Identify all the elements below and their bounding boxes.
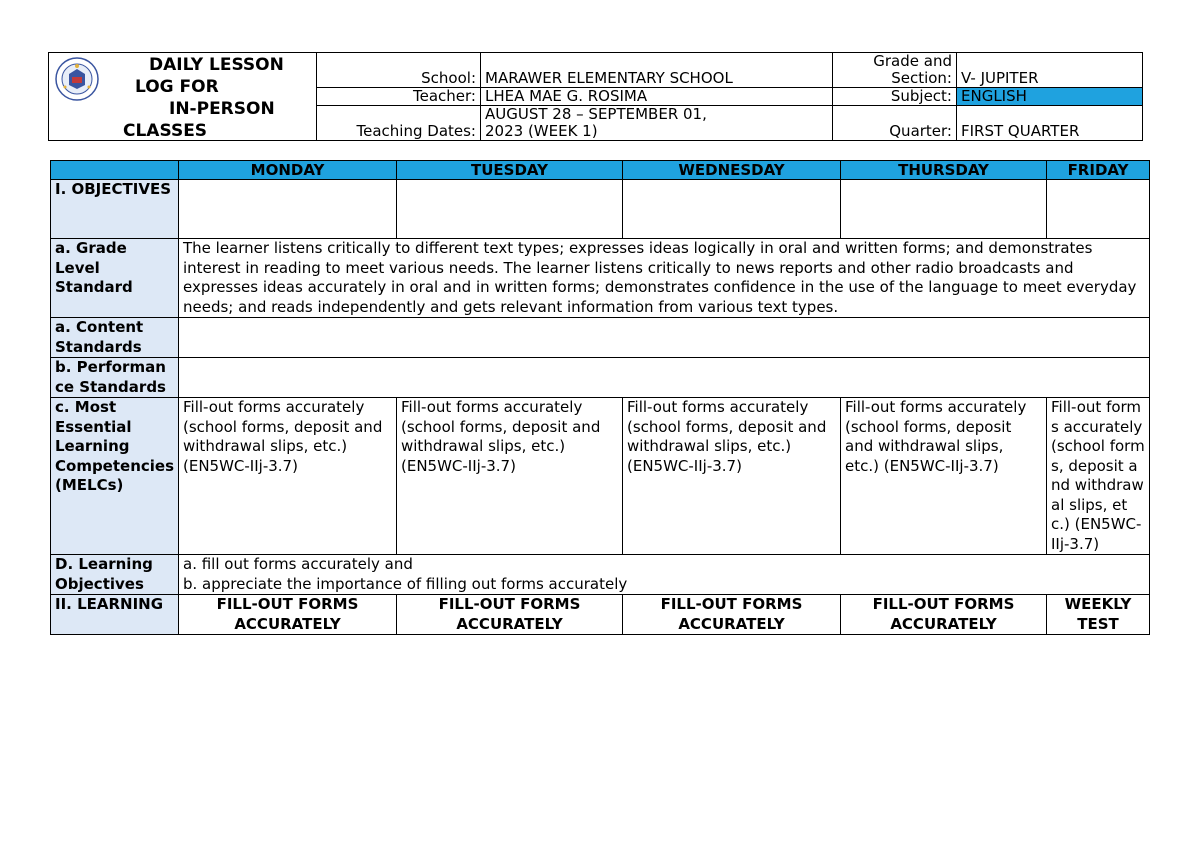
objective-cell	[179, 180, 397, 239]
objective-cell	[623, 180, 841, 239]
teacher-label: Teacher:	[317, 88, 481, 106]
school-label	[317, 53, 481, 71]
table-row	[51, 180, 1150, 239]
grade-value: V- JUPITER	[957, 70, 1143, 88]
table-row	[51, 358, 1150, 398]
document-title: DAILY LESSON LOG FOR IN-PERSON CLASSES	[123, 55, 284, 141]
row-label-performance-standards: b. Performance Standards	[51, 358, 179, 398]
dates-label: Teaching Dates:	[317, 106, 481, 141]
content-standards-cell	[179, 318, 1150, 358]
school-value: MARAWER ELEMENTARY SCHOOL	[481, 70, 833, 88]
row-label-learning: II. LEARNING	[51, 595, 179, 635]
school-label: School:	[317, 70, 481, 88]
objective-cell	[841, 180, 1047, 239]
lesson-log-table	[50, 160, 1150, 635]
row-label-grade-level-standard: a. Grade Level Standard	[51, 239, 179, 318]
row-label-melcs: c. Most Essential Learning Competencies (MELCs)	[51, 398, 179, 555]
table-row	[51, 595, 1150, 635]
learning-wednesday: FILL-OUT FORMS ACCURATELY	[623, 595, 841, 635]
quarter-value: FIRST QUARTER	[957, 106, 1143, 141]
corner-cell	[51, 161, 179, 180]
subject-value: ENGLISH	[957, 88, 1143, 106]
learning-friday: WEEKLY TEST	[1047, 595, 1150, 635]
quarter-label: Quarter:	[833, 106, 957, 141]
learning-monday: FILL-OUT FORMS ACCURATELY	[179, 595, 397, 635]
learning-objectives-cell	[179, 555, 1150, 595]
table-row	[51, 318, 1150, 358]
performance-standards-cell	[179, 358, 1150, 398]
title-block	[49, 53, 317, 141]
objective-cell	[397, 180, 623, 239]
day-header: TUESDAY	[397, 161, 623, 180]
day-header: FRIDAY	[1047, 161, 1150, 180]
subject-label: Subject:	[833, 88, 957, 106]
day-header: WEDNESDAY	[623, 161, 841, 180]
grade-label-1: Grade and	[833, 53, 957, 71]
day-header: THURSDAY	[841, 161, 1047, 180]
learning-objective-b: b. appreciate the importance of filling out forms accurately	[183, 574, 628, 593]
school-spacer	[481, 53, 833, 71]
grade-level-standard-text: The learner listens critically to different text types; expresses ideas logically in oral and written forms; and demonstrates interest in reading to meet various needs. The learner listens critically to news reports and other radio broadcasts and expresses ideas accurately in oral and in written forms; demonstrates confidence in the use of the language to meet everyday needs; and reads independently and gets relevant information from various text types.	[179, 239, 1150, 318]
day-header: MONDAY	[179, 161, 397, 180]
grade-spacer	[957, 53, 1143, 71]
teacher-value: LHEA MAE G. ROSIMA	[481, 88, 833, 106]
row-label-objectives: I. OBJECTIVES	[51, 180, 179, 239]
melc-monday: Fill-out forms accurately (school forms, deposit and withdrawal slips, etc.) (EN5WC-IIj-3.7)	[179, 398, 397, 555]
table-row	[51, 398, 1150, 555]
melc-thursday: Fill-out forms accurately (school forms, deposit and withdrawal slips, etc.) (EN5WC-IIj-3.7)	[841, 398, 1047, 555]
header-table	[48, 52, 1143, 141]
objective-cell	[1047, 180, 1150, 239]
melc-tuesday: Fill-out forms accurately (school forms, deposit and withdrawal slips, etc.) (EN5WC-IIj-3.7)	[397, 398, 623, 555]
row-label-content-standards: a. Content Standards	[51, 318, 179, 358]
grade-label-2: Section:	[833, 70, 957, 88]
melc-wednesday: Fill-out forms accurately (school forms, deposit and withdrawal slips, etc.) (EN5WC-IIj-3.7)	[623, 398, 841, 555]
melc-friday: Fill-out forms accurately (school forms, deposit and withdrawal slips, etc.) (EN5WC-IIj-3.7)	[1047, 398, 1150, 555]
days-header-row	[51, 161, 1150, 180]
table-row	[51, 555, 1150, 595]
learning-thursday: FILL-OUT FORMS ACCURATELY	[841, 595, 1047, 635]
learning-objective-a: a. fill out forms accurately and	[183, 555, 413, 573]
row-label-learning-objectives: D. Learning Objectives	[51, 555, 179, 595]
dates-value: AUGUST 28 – SEPTEMBER 01, 2023 (WEEK 1)	[481, 106, 833, 141]
table-row	[51, 239, 1150, 318]
learning-tuesday: FILL-OUT FORMS ACCURATELY	[397, 595, 623, 635]
deped-seal-icon	[55, 57, 99, 101]
